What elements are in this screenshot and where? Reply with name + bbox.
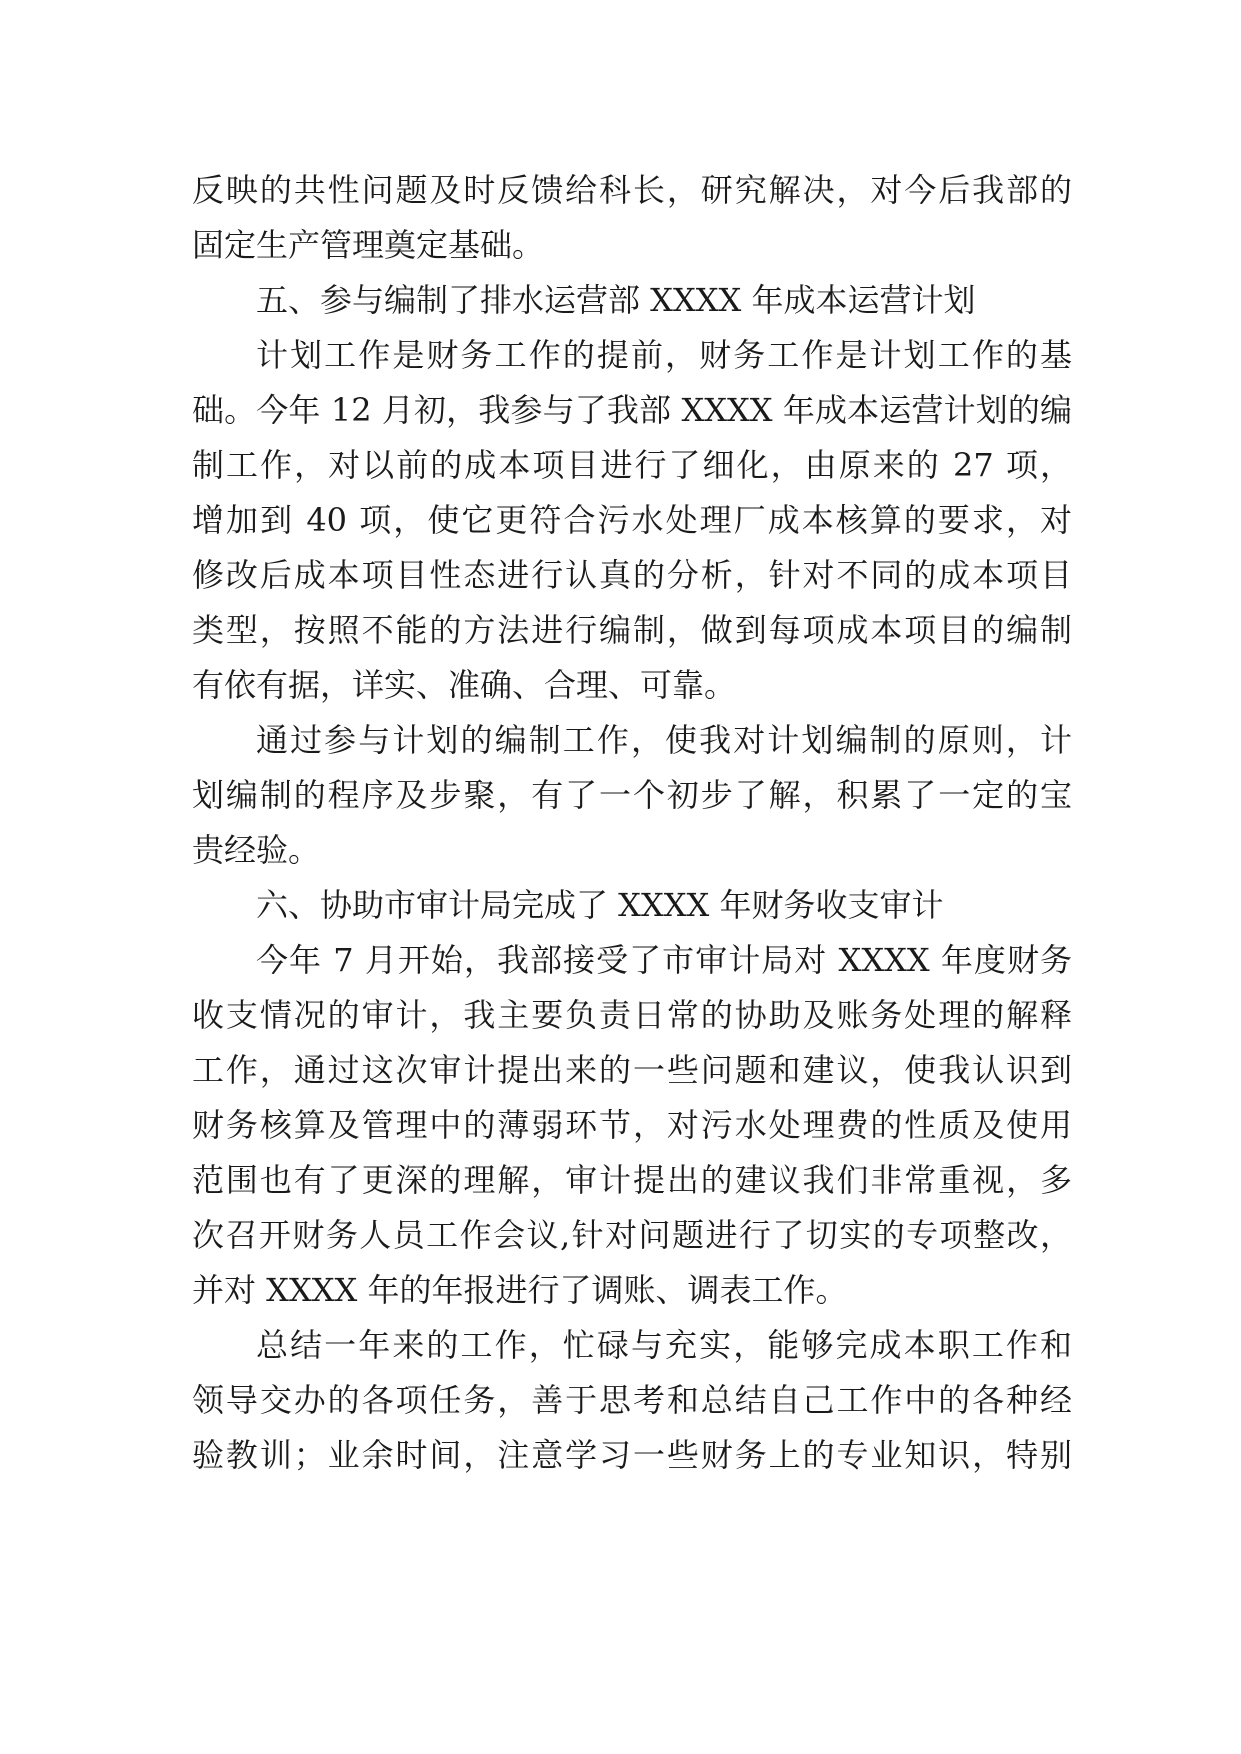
text-line: 反映的共性问题及时反馈给科长，研究解决，对今后我部的 <box>192 171 1072 209</box>
text-line: 验教训；业余时间，注意学习一些财务上的专业知识，特别 <box>192 1436 1072 1474</box>
text-line: 总结一年来的工作，忙碌与充实，能够完成本职工作和 <box>256 1326 1072 1364</box>
section-heading: 五、参与编制了排水运营部 XXXX 年成本运营计划 <box>256 281 976 319</box>
text-line: 增加到 40 项，使它更符合污水处理厂成本核算的要求，对 <box>192 501 1072 539</box>
text-line: 收支情况的审计，我主要负责日常的协助及账务处理的解释 <box>192 996 1072 1034</box>
text-line: 财务核算及管理中的薄弱环节，对污水处理费的性质及使用 <box>192 1106 1072 1144</box>
text-line: 并对 XXXX 年的年报进行了调账、调表工作。 <box>192 1271 848 1309</box>
text-line: 通过参与计划的编制工作，使我对计划编制的原则，计 <box>256 721 1072 759</box>
text-line: 贵经验。 <box>192 831 321 869</box>
text-line: 修改后成本项目性态进行认真的分析，针对不同的成本项目 <box>192 556 1072 594</box>
text-line: 范围也有了更深的理解，审计提出的建议我们非常重视，多 <box>192 1161 1072 1199</box>
text-line: 固定生产管理奠定基础。 <box>192 226 545 264</box>
section-heading: 六、协助市审计局完成了 XXXX 年财务收支审计 <box>256 886 944 924</box>
text-line: 今年 7 月开始，我部接受了市审计局对 XXXX 年度财务 <box>256 941 1072 979</box>
text-line: 础。今年 12 月初，我参与了我部 XXXX 年成本运营计划的编 <box>192 391 1072 429</box>
text-line: 制工作，对以前的成本项目进行了细化，由原来的 27 项， <box>192 446 1072 484</box>
text-line: 类型，按照不能的方法进行编制，做到每项成本项目的编制 <box>192 611 1072 649</box>
text-line: 有依有据，详实、准确、合理、可靠。 <box>192 666 737 704</box>
text-line: 领导交办的各项任务，善于思考和总结自己工作中的各种经 <box>192 1381 1072 1419</box>
text-line: 划编制的程序及步聚，有了一个初步了解，积累了一定的宝 <box>192 776 1072 814</box>
text-line: 计划工作是财务工作的提前，财务工作是计划工作的基 <box>256 336 1072 374</box>
text-line: 次召开财务人员工作会议,针对问题进行了切实的专项整改， <box>192 1216 1072 1254</box>
text-line: 工作，通过这次审计提出来的一些问题和建议，使我认识到 <box>192 1051 1072 1089</box>
